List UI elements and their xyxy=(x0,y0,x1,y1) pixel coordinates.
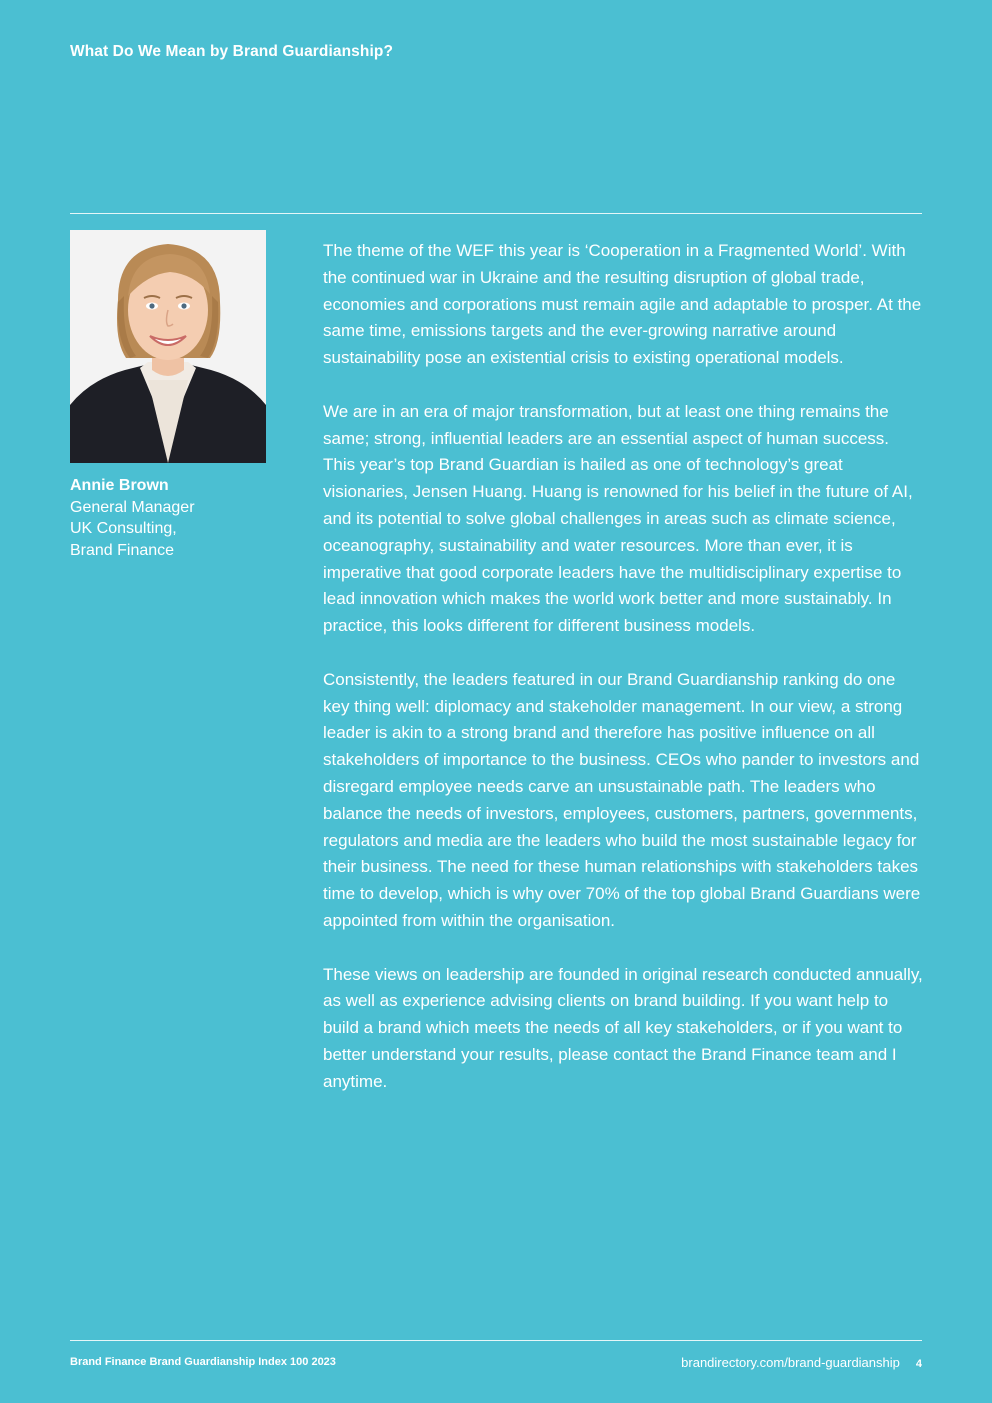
paragraph-1: The theme of the WEF this year is ‘Cooperation in a Fragmented World’. With the continued war in Ukraine and the resulting disruption of global trade, economies and corporations must remain agile and adaptable to prosper. At the same time, emissions targets and the ever-growing narrative around sustainability pose an existential crisis to existing operational models. xyxy=(323,241,922,368)
article-body xyxy=(323,238,925,1122)
top-divider xyxy=(70,213,922,214)
author-name: Annie Brown xyxy=(70,477,169,494)
bottom-divider xyxy=(70,1340,922,1341)
paragraph-3: Consistently, the leaders featured in our Brand Guardianship ranking do one key thing well: diplomacy and stakeholder management. In our view, a strong leader is akin to a strong brand and therefore has positive influence on all stakeholders of importance to the business. CEOs who pander to investors and disregard employee needs carve an unsustainable path. The leaders who balance the needs of investors, employees, customers, partners, governments, regulators and media are the leaders who build the most sustainable legacy for their business. The need for these human relationships with stakeholders takes time to develop, which is why over 70% of the top global Brand Guardians were appointed from within the organisation. xyxy=(323,669,921,930)
author-info xyxy=(70,475,290,561)
section-title: What Do We Mean by Brand Guardianship? xyxy=(70,43,394,60)
author-role: General Manager xyxy=(70,498,195,516)
page-number: 4 xyxy=(915,1358,922,1370)
footer-publication: Brand Finance Brand Guardianship Index 100 2023 xyxy=(70,1356,336,1368)
footer-right xyxy=(681,1355,922,1370)
footer-url-link[interactable]: brandirectory.com/brand-guardianship xyxy=(681,1355,900,1370)
author-department: UK Consulting, xyxy=(70,520,177,537)
author-company: Brand Finance xyxy=(70,541,175,559)
paragraph-2: We are in an era of major transformation, but at least one thing remains the same; strong, influential leaders are an essential aspect of human success. This year’s top Brand Guardian is hailed as one of technology’s great visionaries, Jensen Huang. Huang is renowned for his belief in the future of AI, and its potential to solve global challenges in areas such as climate science, oceanography, sustainability and water resources. More than ever, it is imperative that good corporate leaders have the multidisciplinary expertise to lead innovation which makes the world work better and more sustainably. In practice, this looks different for different business models. xyxy=(323,401,913,636)
paragraph-4: These views on leadership are founded in original research conducted annually, as well as experience advising clients on brand building. If you want help to build a brand which meets the needs of all key stakeholders, or if you want to better understand your results, please contact the Brand Finance team and I anytime. xyxy=(323,964,923,1091)
author-photo xyxy=(70,230,266,463)
